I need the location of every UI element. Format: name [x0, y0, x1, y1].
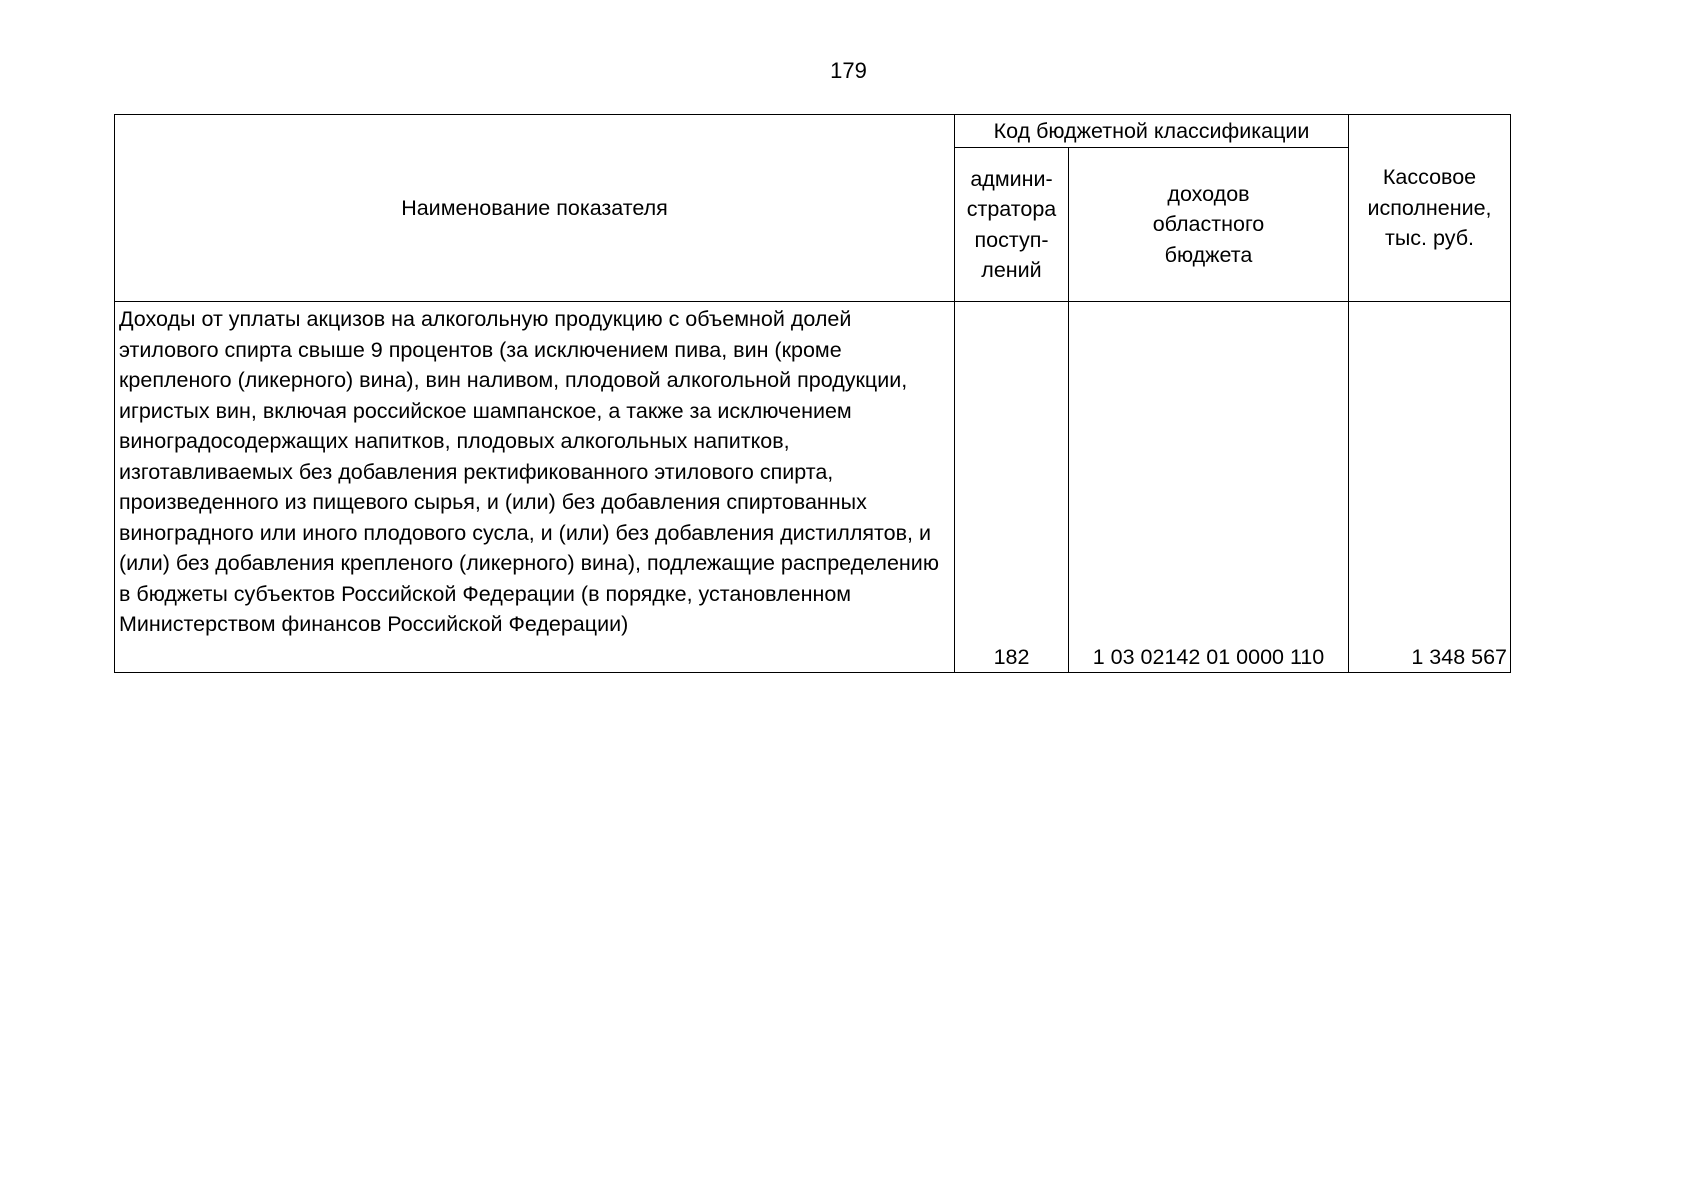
header-budget-code-group: Код бюджетной классификации	[955, 115, 1349, 148]
header-administrator: админи- стратора поступ- лений	[955, 148, 1069, 302]
header-amount: Кассовое исполнение, тыс. руб.	[1349, 115, 1511, 302]
row-administrator: 182	[955, 302, 1069, 673]
page-number: 179	[830, 58, 867, 83]
table-header-row	[115, 115, 1511, 148]
row-name: Доходы от уплаты акцизов на алкогольную продукцию с объемной долей этилового спирта свыше 9 процентов (за исключением пива, вин (кроме крепленого (ликерного) вина), вин наливом, плодовой алкогольной продукции, игристых вин, включая российское шампанское, а также за исключением виноградосодержащих напитков, плодовых алкогольных напитков, изготавливаемых без добавления ректификованного этилового спирта, произведенного из пищевого сырья, и (или) без добавления спиртованных виноградного или иного плодового сусла, и (или) без добавления дистиллятов, и (или) без добавления крепленого (ликерного) вина), подлежащие распределению в бюджеты субъектов Российской Федерации (в порядке, установленном Министерством финансов Российской Федерации)	[115, 302, 955, 673]
header-income: доходов областного бюджета	[1069, 148, 1349, 302]
table-row	[115, 302, 1511, 673]
budget-table	[114, 114, 1511, 673]
header-name: Наименование показателя	[115, 115, 955, 302]
row-income-code: 1 03 02142 01 0000 110	[1069, 302, 1349, 673]
row-amount: 1 348 567	[1349, 302, 1511, 673]
